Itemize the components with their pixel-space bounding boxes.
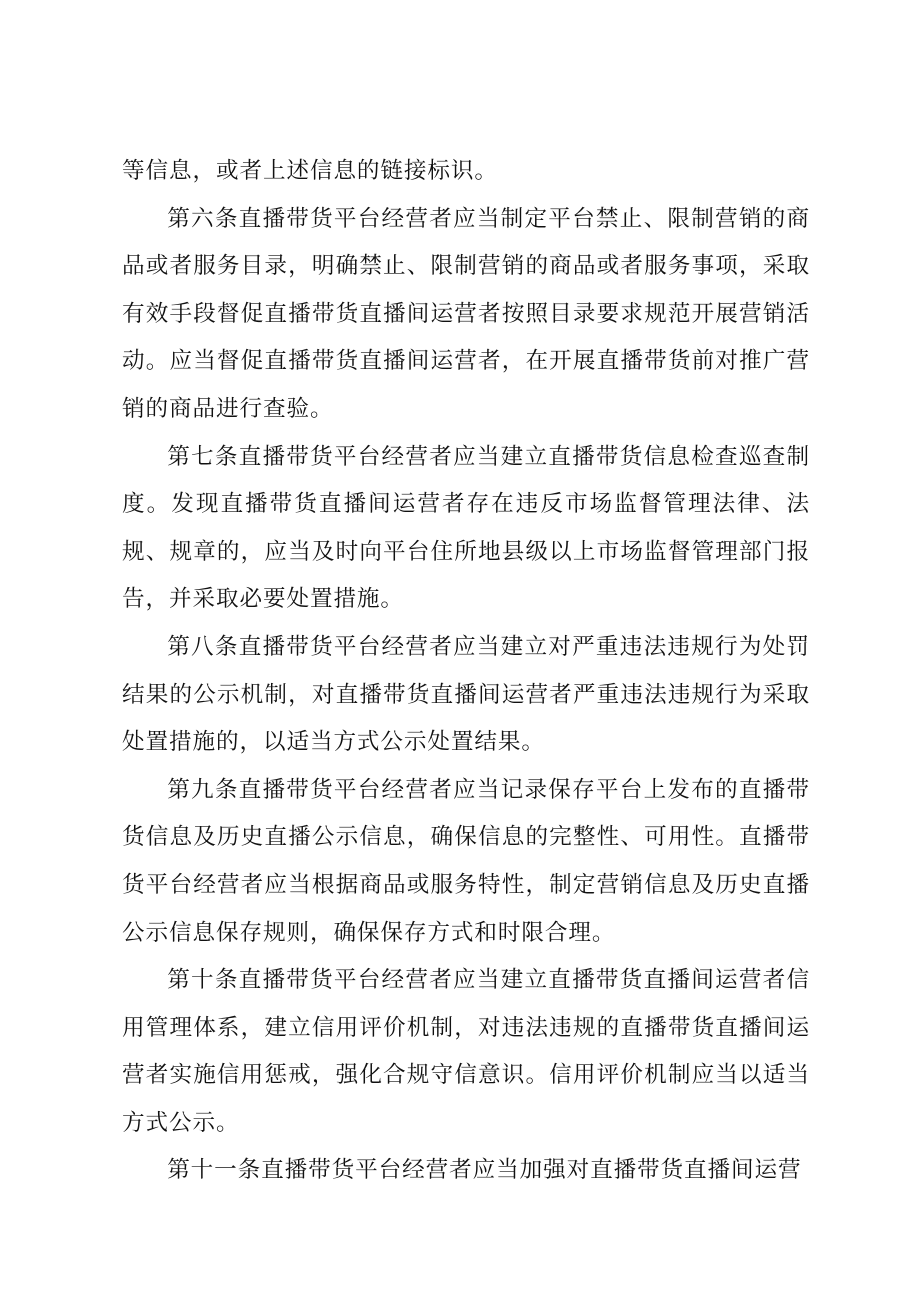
paragraph-article-10: 第十条直播带货平台经营者应当建立直播带货直播间运营者信用管理体系，建立信用评价机制，对违法违规的直播带货直播间运营者实施信用惩戒，强化合规守信意识。信用评价机制应当以适当方式公示。 <box>122 967 810 1136</box>
paragraph-article-7: 第七条直播带货平台经营者应当建立直播带货信息检查巡查制度。发现直播带货直播间运营者存在违反市场监督管理法律、法规、规章的，应当及时向平台住所地县级以上市场监督管理部门报告，并采取必要处置措施。 <box>122 443 810 613</box>
paragraph-article-11: 第十一条直播带货平台经营者应当加强对直播带货直播间运营 <box>167 1157 802 1184</box>
paragraph-article-9: 第九条直播带货平台经营者应当记录保存平台上发布的直播带货信息及历史直播公示信息，确保信息的完整性、可用性。直播带货平台经营者应当根据商品或服务特性，制定营销信息及历史直播公示信息保存规则，确保保存方式和时限合理。 <box>122 776 810 946</box>
paragraph-article-6: 第六条直播带货平台经营者应当制定平台禁止、限制营销的商品或者服务目录，明确禁止、限制营销的商品或者服务事项，采取有效手段督促直播带货直播间运营者按照目录要求规范开展营销活动。应当督促直播带货直播间运营者，在开展直播带货前对推广营销的商品进行查验。 <box>122 205 810 422</box>
paragraph-article-8: 第八条直播带货平台经营者应当建立对严重违法违规行为处罚结果的公示机制，对直播带货直播间运营者严重违法违规行为采取处置措施的，以适当方式公示处置结果。 <box>122 633 810 756</box>
document-body <box>122 148 810 1195</box>
paragraph-continuation: 等信息，或者上述信息的链接标识。 <box>122 158 498 184</box>
